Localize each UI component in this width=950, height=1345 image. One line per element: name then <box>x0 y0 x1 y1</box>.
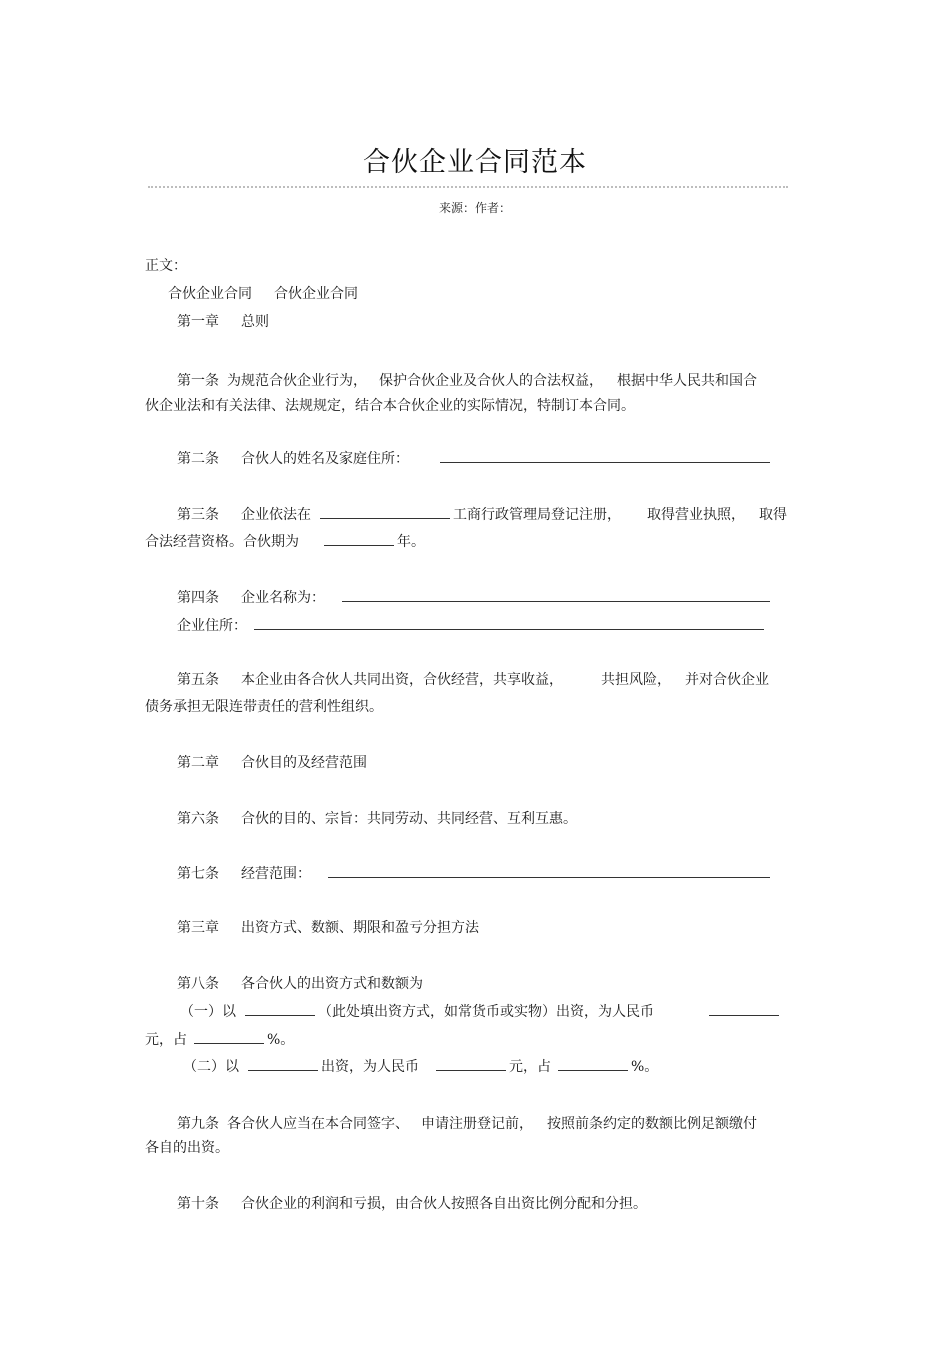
article-text: 按照前条约定的数额比例足额缴付 <box>547 1116 757 1132</box>
subtitle-b: 合伙企业合同 <box>274 286 358 302</box>
article-text: 企业名称为： <box>241 590 325 606</box>
article-text: 经营范围： <box>241 866 311 882</box>
fill-in-blank[interactable] <box>248 1056 318 1071</box>
chapter-2-heading <box>177 754 367 772</box>
fill-in-blank[interactable] <box>440 448 770 463</box>
fill-in-blank[interactable] <box>709 1001 779 1016</box>
article-10 <box>177 1195 647 1213</box>
intro-label: 正文： <box>145 258 187 274</box>
article-number: 第四条 <box>177 590 219 606</box>
subtitle-a: 合伙企业合同 <box>168 286 252 302</box>
article-text: 取得 <box>759 507 787 523</box>
fill-in-blank[interactable] <box>254 615 764 630</box>
document-title: 合伙企业合同范本 <box>363 147 587 178</box>
chapter-title: 出资方式、数额、期限和盈亏分担方法 <box>241 920 479 936</box>
fill-in-blank[interactable] <box>194 1029 264 1044</box>
article-1-line-1 <box>177 372 757 390</box>
chapter-1-heading <box>177 313 269 331</box>
article-text: 元，占 <box>509 1059 551 1075</box>
article-text: 元，占 <box>145 1032 187 1048</box>
article-number: 第一条 <box>177 373 219 389</box>
fill-in-blank[interactable] <box>558 1056 628 1071</box>
chapter-3-heading <box>177 919 479 937</box>
article-text: 工商行政管理局登记注册， <box>453 507 621 523</box>
article-text: 企业住所： <box>177 618 247 634</box>
article-3-line-1 <box>177 504 787 524</box>
article-9-line-2: 各自的出资。 <box>145 1140 229 1156</box>
fill-in-blank[interactable] <box>320 504 450 519</box>
article-text: 申请注册登记前， <box>421 1116 533 1132</box>
article-text: %。 <box>631 1059 659 1075</box>
article-number: 第五条 <box>177 672 219 688</box>
subtitle-line <box>168 285 358 303</box>
article-text: 本企业由各合伙人共同出资，合伙经营，共享收益， <box>241 672 563 688</box>
chapter-number: 第一章 <box>177 314 219 330</box>
article-number: 第三条 <box>177 507 219 523</box>
article-number: 第十条 <box>177 1196 219 1212</box>
article-number: 第八条 <box>177 976 219 992</box>
title-divider <box>148 186 788 188</box>
article-9-line-1 <box>177 1115 757 1133</box>
fill-in-blank[interactable] <box>342 587 770 602</box>
article-text: 取得营业执照， <box>647 507 745 523</box>
article-text: 年。 <box>397 534 425 550</box>
fill-in-blank[interactable] <box>436 1056 506 1071</box>
article-2 <box>177 448 773 468</box>
chapter-number: 第三章 <box>177 920 219 936</box>
article-4-address <box>177 615 767 635</box>
article-text: 共担风险， <box>601 672 671 688</box>
article-8 <box>177 975 423 993</box>
article-text: 出资，为人民币 <box>321 1059 419 1075</box>
article-5-line-2: 债务承担无限连带责任的营利性组织。 <box>145 699 383 715</box>
chapter-title: 总则 <box>241 314 269 330</box>
article-8-item-2 <box>183 1056 658 1076</box>
article-text: 各合伙人的出资方式和数额为 <box>241 976 423 992</box>
article-5-line-1 <box>177 671 769 689</box>
chapter-number: 第二章 <box>177 755 219 771</box>
article-number: 第九条 <box>177 1116 219 1132</box>
article-text: 合伙企业的利润和亏损，由合伙人按照各自出资比例分配和分担。 <box>241 1196 647 1212</box>
chapter-title: 合伙目的及经营范围 <box>241 755 367 771</box>
article-1-line-2: 伙企业法和有关法律、法规规定，结合本合伙企业的实际情况，特制订本合同。 <box>145 398 635 414</box>
article-number: 第七条 <box>177 866 219 882</box>
article-text: （一）以 <box>180 1004 236 1020</box>
article-8-item-1-line-1 <box>180 1001 782 1021</box>
article-number: 第二条 <box>177 451 219 467</box>
article-text: 并对合伙企业 <box>685 672 769 688</box>
article-3-line-2 <box>145 531 425 551</box>
article-text: 为规范合伙企业行为， <box>227 373 367 389</box>
fill-in-blank[interactable] <box>328 863 770 878</box>
article-8-item-1-line-2 <box>145 1029 294 1049</box>
fill-in-blank[interactable] <box>245 1001 315 1016</box>
article-text: %。 <box>267 1032 295 1048</box>
article-text: 各合伙人应当在本合同签字、 <box>227 1116 409 1132</box>
article-text: 合伙的目的、宗旨：共同劳动、共同经营、互利互惠。 <box>241 811 577 827</box>
article-4 <box>177 587 773 607</box>
article-text: 保护合伙企业及合伙人的合法权益， <box>379 373 603 389</box>
article-text: （此处填出资方式，如常货币或实物）出资，为人民币 <box>318 1004 654 1020</box>
article-6 <box>177 810 577 828</box>
article-text: 根据中华人民共和国合 <box>617 373 757 389</box>
article-number: 第六条 <box>177 811 219 827</box>
fill-in-blank[interactable] <box>324 531 394 546</box>
article-text: 合伙人的姓名及家庭住所： <box>241 451 409 467</box>
article-text: （二）以 <box>183 1059 239 1075</box>
article-text: 企业依法在 <box>241 507 311 523</box>
article-7 <box>177 863 773 883</box>
article-text: 合法经营资格。合伙期为 <box>145 534 299 550</box>
source-line: 来源：作者： <box>438 201 511 215</box>
